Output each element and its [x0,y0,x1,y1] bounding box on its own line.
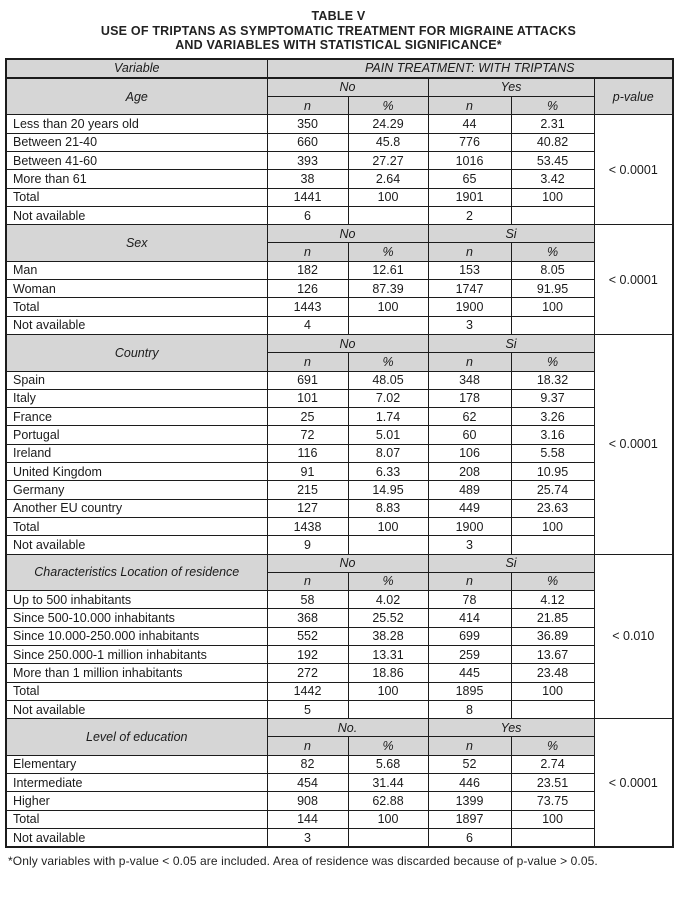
cell: 38.28 [348,627,428,645]
col-header-pct: % [511,243,594,261]
pvalue-header: p-value [594,78,673,115]
cell: 454 [267,774,348,792]
col-header-no: No [267,225,428,243]
cell: 100 [348,810,428,828]
col-header-yes: Yes [428,78,594,97]
table-row [6,371,673,389]
cell: 24.29 [348,115,428,133]
cell: 60 [428,426,511,444]
cell: 3 [428,316,511,334]
cell: 8.07 [348,444,428,462]
cell: 1747 [428,280,511,298]
row-label: Since 250.000-1 million inhabitants [6,646,267,664]
col-header-no: No [267,334,428,352]
cell: 552 [267,627,348,645]
table-row [6,133,673,151]
cell [511,828,594,847]
table-number: TABLE V [311,9,366,23]
cell: 153 [428,261,511,279]
cell: 13.67 [511,646,594,664]
cell: 44 [428,115,511,133]
col-header-pct: % [511,97,594,115]
cell: 65 [428,170,511,188]
cell: 1443 [267,298,348,316]
col-header-n: n [267,97,348,115]
cell [348,700,428,718]
row-label: Ireland [6,444,267,462]
col-header-no: No. [267,719,428,737]
cell: 192 [267,646,348,664]
row-label: Elementary [6,755,267,773]
cell: 52 [428,755,511,773]
cell: 1.74 [348,408,428,426]
cell: 1016 [428,151,511,169]
col-header-pct: % [348,97,428,115]
cell: 489 [428,481,511,499]
cell: 699 [428,627,511,645]
cell: 4.12 [511,591,594,609]
table-row [6,792,673,810]
cell: 5 [267,700,348,718]
section-header-row [6,334,673,352]
cell: 908 [267,792,348,810]
pvalue-cell: < 0.010 [594,554,673,719]
cell: 1897 [428,810,511,828]
triptans-table [5,58,674,849]
cell: 445 [428,664,511,682]
cell: 13.31 [348,646,428,664]
table-row [6,261,673,279]
cell: 126 [267,280,348,298]
table-row [6,499,673,517]
table-row [6,408,673,426]
cell: 23.51 [511,774,594,792]
cell: 18.32 [511,371,594,389]
cell: 27.27 [348,151,428,169]
row-label: Between 21-40 [6,133,267,151]
section-name: Age [6,78,267,115]
cell: 9 [267,536,348,554]
col-header-n: n [267,243,348,261]
row-label: More than 1 million inhabitants [6,664,267,682]
row-label: Portugal [6,426,267,444]
table-title-line2: AND VARIABLES WITH STATISTICAL SIGNIFICANCE* [175,38,502,52]
cell [511,700,594,718]
cell [511,206,594,224]
cell: 660 [267,133,348,151]
cell: 62 [428,408,511,426]
cell: 91.95 [511,280,594,298]
table-row [6,463,673,481]
table-row [6,755,673,773]
row-label: Higher [6,792,267,810]
cell: 106 [428,444,511,462]
cell: 8.83 [348,499,428,517]
cell: 23.48 [511,664,594,682]
pvalue-cell: < 0.0001 [594,334,673,554]
row-label: Total [6,298,267,316]
row-label: Intermediate [6,774,267,792]
cell: 10.95 [511,463,594,481]
cell: 1895 [428,682,511,700]
col-header-n: n [428,737,511,755]
table-row [6,298,673,316]
variable-header: Variable [6,59,267,78]
table-row [6,389,673,407]
cell: 6 [428,828,511,847]
cell: 449 [428,499,511,517]
cell: 62.88 [348,792,428,810]
cell: 25 [267,408,348,426]
col-header-n: n [267,572,348,590]
col-header-n: n [428,97,511,115]
cell: 78 [428,591,511,609]
col-header-pct: % [348,737,428,755]
table-row [6,536,673,554]
cell: 1399 [428,792,511,810]
row-label: Germany [6,481,267,499]
pvalue-cell: < 0.0001 [594,719,673,848]
cell: 100 [511,810,594,828]
col-header-n: n [428,243,511,261]
col-header-n: n [428,572,511,590]
cell: 36.89 [511,627,594,645]
cell: 3.42 [511,170,594,188]
table-header-row [6,59,673,78]
row-label: Not available [6,206,267,224]
table-row [6,591,673,609]
footnote: *Only variables with p-value < 0.05 are included. Area of residence was discarded because of p-value > 0.05. [8,854,598,869]
cell: 2.64 [348,170,428,188]
cell: 414 [428,609,511,627]
cell: 4 [267,316,348,334]
row-label: Spain [6,371,267,389]
col-header-no: No [267,554,428,572]
cell: 12.61 [348,261,428,279]
row-label: United Kingdom [6,463,267,481]
cell: 6.33 [348,463,428,481]
col-header-yes: Yes [428,719,594,737]
cell: 7.02 [348,389,428,407]
cell: 5.58 [511,444,594,462]
table-row [6,481,673,499]
table-title-line1: USE OF TRIPTANS AS SYMPTOMATIC TREATMENT FOR MIGRAINE ATTACKS [100,23,577,38]
cell: 393 [267,151,348,169]
cell: 82 [267,755,348,773]
cell: 1441 [267,188,348,206]
cell [348,316,428,334]
section-header-row [6,225,673,243]
cell [348,206,428,224]
cell: 178 [428,389,511,407]
cell [348,828,428,847]
cell: 2 [428,206,511,224]
cell: 446 [428,774,511,792]
cell: 259 [428,646,511,664]
row-label: Not available [6,316,267,334]
cell: 208 [428,463,511,481]
row-label: Between 41-60 [6,151,267,169]
cell: 1438 [267,517,348,535]
cell: 776 [428,133,511,151]
cell: 101 [267,389,348,407]
cell: 40.82 [511,133,594,151]
cell: 1901 [428,188,511,206]
row-label: Total [6,682,267,700]
table-row [6,828,673,847]
table-row [6,188,673,206]
cell: 100 [348,517,428,535]
col-header-pct: % [511,737,594,755]
cell: 1900 [428,298,511,316]
col-header-pct: % [348,353,428,371]
col-header-yes: Si [428,334,594,352]
cell: 53.45 [511,151,594,169]
row-label: Another EU country [6,499,267,517]
col-header-n: n [267,353,348,371]
row-label: Up to 500 inhabitants [6,591,267,609]
cell: 3 [428,536,511,554]
section-name: Sex [6,225,267,262]
cell: 6 [267,206,348,224]
col-header-pct: % [511,572,594,590]
row-label: Man [6,261,267,279]
cell: 5.68 [348,755,428,773]
row-label: Total [6,188,267,206]
cell: 2.74 [511,755,594,773]
col-header-yes: Si [428,225,594,243]
table-row [6,115,673,133]
section-header-row [6,78,673,97]
cell: 73.75 [511,792,594,810]
cell: 144 [267,810,348,828]
table-row [6,646,673,664]
row-label: Total [6,810,267,828]
table-row [6,700,673,718]
cell: 8 [428,700,511,718]
cell: 48.05 [348,371,428,389]
cell: 100 [511,188,594,206]
row-label: France [6,408,267,426]
row-label: Woman [6,280,267,298]
table-row [6,774,673,792]
section-name: Country [6,334,267,371]
cell: 3.16 [511,426,594,444]
cell: 8.05 [511,261,594,279]
cell: 348 [428,371,511,389]
cell: 38 [267,170,348,188]
col-header-pct: % [348,243,428,261]
col-header-n: n [428,353,511,371]
cell: 182 [267,261,348,279]
section-header-row [6,554,673,572]
row-label: Not available [6,536,267,554]
section-name: Characteristics Location of residence [6,554,267,591]
cell: 4.02 [348,591,428,609]
cell: 100 [348,682,428,700]
col-header-n: n [267,737,348,755]
cell: 100 [348,298,428,316]
pvalue-cell: < 0.0001 [594,225,673,335]
row-label: Less than 20 years old [6,115,267,133]
col-header-no: No [267,78,428,97]
row-label: Not available [6,700,267,718]
cell: 18.86 [348,664,428,682]
cell: 23.63 [511,499,594,517]
table-row [6,426,673,444]
table-row [6,316,673,334]
table-row [6,609,673,627]
row-label: Total [6,517,267,535]
cell: 272 [267,664,348,682]
cell: 21.85 [511,609,594,627]
cell: 350 [267,115,348,133]
table-row [6,682,673,700]
cell [511,536,594,554]
table-row [6,206,673,224]
cell: 100 [348,188,428,206]
section-name: Level of education [6,719,267,756]
cell: 58 [267,591,348,609]
cell: 3 [267,828,348,847]
col-header-pct: % [511,353,594,371]
cell: 25.74 [511,481,594,499]
table-title-block [0,0,677,53]
cell: 1900 [428,517,511,535]
pvalue-cell: < 0.0001 [594,115,673,225]
table-row [6,170,673,188]
row-label: Since 10.000-250.000 inhabitants [6,627,267,645]
cell: 100 [511,682,594,700]
cell [348,536,428,554]
cell: 3.26 [511,408,594,426]
cell [511,316,594,334]
cell: 368 [267,609,348,627]
cell: 72 [267,426,348,444]
row-label: Since 500-10.000 inhabitants [6,609,267,627]
table-row [6,280,673,298]
cell: 87.39 [348,280,428,298]
cell: 215 [267,481,348,499]
cell: 5.01 [348,426,428,444]
cell: 100 [511,517,594,535]
table-row [6,151,673,169]
table-row [6,627,673,645]
cell: 31.44 [348,774,428,792]
cell: 116 [267,444,348,462]
cell: 25.52 [348,609,428,627]
row-label: More than 61 [6,170,267,188]
cell: 127 [267,499,348,517]
treatment-header: PAIN TREATMENT: WITH TRIPTANS [267,59,673,78]
table-row [6,517,673,535]
col-header-yes: Si [428,554,594,572]
section-header-row [6,719,673,737]
cell: 2.31 [511,115,594,133]
col-header-pct: % [348,572,428,590]
cell: 691 [267,371,348,389]
row-label: Not available [6,828,267,847]
table-row [6,810,673,828]
row-label: Italy [6,389,267,407]
cell: 1442 [267,682,348,700]
table-row [6,664,673,682]
cell: 45.8 [348,133,428,151]
cell: 91 [267,463,348,481]
cell: 9.37 [511,389,594,407]
table-row [6,444,673,462]
cell: 14.95 [348,481,428,499]
cell: 100 [511,298,594,316]
